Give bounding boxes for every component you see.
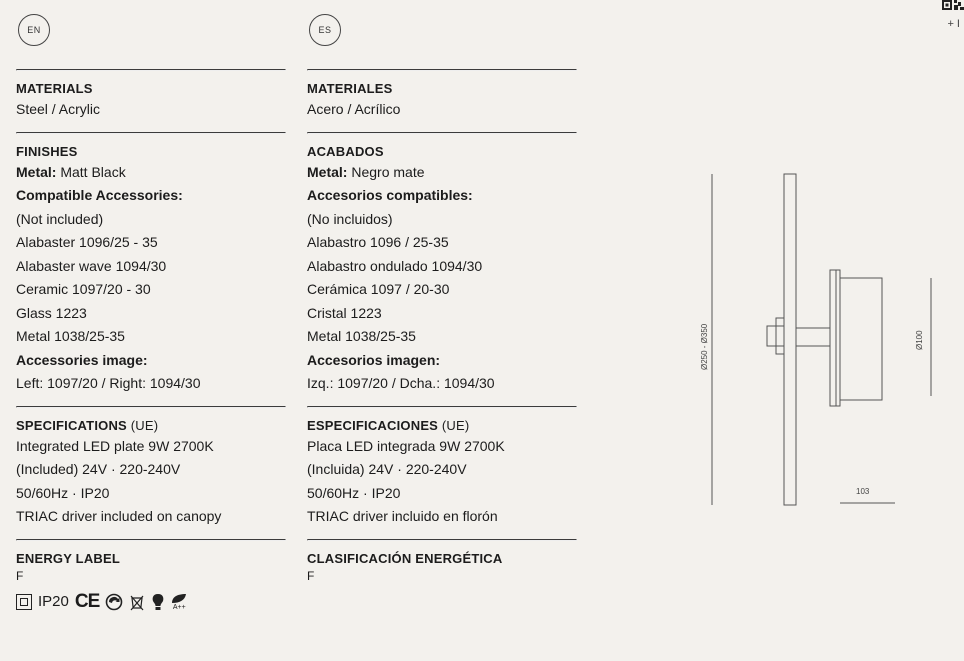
rear-mount-flange	[776, 318, 784, 354]
materials-section	[16, 69, 286, 122]
canopy-back	[830, 270, 840, 406]
accessory-line: Glass 1223	[16, 304, 87, 321]
height-dimension-label: Ø250 - Ø350	[700, 323, 709, 370]
double-insulation-icon	[16, 594, 32, 610]
accesorio-line: Cristal 1223	[307, 304, 382, 321]
divider	[307, 69, 577, 71]
especificaciones-title: ESPECIFICACIONES	[307, 417, 439, 433]
accessory-line: Ceramic 1097/20 - 30	[16, 281, 151, 297]
accesorios-imagen-value: Izq.: 1097/20 / Dcha.: 1094/30	[307, 375, 495, 391]
spec-line: TRIAC driver included on canopy	[16, 508, 222, 524]
spec-line: Integrated LED plate 9W 2700K	[16, 437, 214, 454]
ip-rating: IP20	[38, 593, 69, 610]
energy-class-icon	[171, 593, 187, 611]
accesorio-line: Metal 1038/25-35	[307, 328, 416, 344]
accesorios-heading: Accesorios compatibles:	[307, 187, 473, 203]
specifications-heading	[16, 418, 286, 433]
lamp-arm	[796, 328, 830, 346]
divider	[307, 406, 577, 408]
divider	[307, 539, 577, 541]
ce-mark-icon: CE	[74, 590, 100, 612]
materiales-value: Acero / Acrílico	[307, 101, 401, 117]
materiales-section	[307, 69, 577, 122]
especificaciones-suffix: (UE)	[441, 417, 470, 433]
materials-heading: MATERIALS	[16, 81, 93, 96]
language-badge-en: EN	[18, 14, 50, 46]
spec-line: Placa LED integrada 9W 2700K	[307, 437, 505, 454]
accesorio-line: Cerámica 1097 / 20-30	[307, 281, 450, 297]
divider	[16, 69, 286, 71]
weee-bin-icon	[129, 593, 145, 611]
spec-line: (Included) 24V · 220-240V	[16, 461, 181, 477]
divider	[16, 539, 286, 541]
accessories-heading: Compatible Accessories:	[16, 187, 183, 203]
accesorio-line: Alabastro ondulado 1094/30	[307, 257, 483, 274]
acabados-heading: ACABADOS	[307, 143, 384, 159]
finishes-section	[16, 132, 286, 396]
accessories-image-value: Left: 1097/20 / Right: 1094/30	[16, 375, 201, 391]
accessory-line: (Not included)	[16, 210, 104, 227]
leaf-icon	[171, 593, 187, 604]
depth-dimension-label: 103	[856, 487, 870, 496]
divider	[307, 132, 577, 134]
finish-metal-value: Matt Black	[60, 163, 126, 180]
materials-value: Steel / Acrylic	[16, 101, 101, 117]
spec-line: (Incluida) 24V · 220-240V	[307, 461, 467, 477]
acabado-metal	[307, 161, 577, 185]
lamp-plate	[784, 174, 796, 505]
accessories-image-heading: Accessories image:	[16, 351, 148, 368]
energy-value: F	[16, 568, 24, 583]
bulb-icon	[151, 593, 165, 611]
energy-section	[16, 539, 286, 613]
spec-line: 50/60Hz · IP20	[307, 484, 401, 501]
clasificacion-heading: CLASIFICACIÓN ENERGÉTICA	[307, 550, 503, 566]
accesorio-line: Alabastro 1096 / 25-35	[307, 234, 449, 250]
spec-line: TRIAC driver incluido en florón	[307, 508, 498, 524]
divider	[16, 132, 286, 134]
language-badge-es: ES	[309, 14, 341, 46]
accesorio-line: (No incluidos)	[307, 210, 393, 227]
clasificacion-section	[307, 539, 577, 585]
canopy-body	[840, 278, 882, 400]
spec-line: 50/60Hz · IP20	[16, 484, 110, 501]
especificaciones-heading	[307, 418, 577, 433]
finishes-heading: FINISHES	[16, 143, 78, 159]
specifications-section	[16, 406, 286, 529]
energy-class-label: A++	[172, 603, 186, 611]
green-dot-icon	[105, 593, 123, 611]
spanish-column	[307, 14, 577, 585]
diameter-dimension-label: Ø100	[915, 330, 924, 350]
materiales-heading: MATERIALES	[307, 81, 393, 96]
accesorios-imagen-heading: Accesorios imagen:	[307, 351, 441, 368]
finish-metal	[16, 161, 286, 185]
accessory-line: Metal 1038/25-35	[16, 328, 125, 344]
specifications-title: SPECIFICATIONS	[16, 417, 127, 433]
specifications-suffix: (UE)	[130, 417, 159, 433]
divider	[16, 406, 286, 408]
technical-drawing	[690, 160, 950, 520]
more-info-link[interactable]: + I	[947, 18, 960, 30]
accessory-line: Alabaster wave 1094/30	[16, 257, 167, 274]
english-column	[16, 14, 286, 613]
certification-icons	[16, 591, 286, 613]
energy-heading: ENERGY LABEL	[16, 550, 121, 566]
accessory-line: Alabaster 1096/25 - 35	[16, 234, 158, 250]
acabado-metal-label: Metal:	[307, 163, 348, 180]
especificaciones-section	[307, 406, 577, 529]
acabados-section	[307, 132, 577, 396]
finish-metal-label: Metal:	[16, 163, 57, 180]
acabado-metal-value: Negro mate	[351, 163, 425, 180]
clasificacion-value: F	[307, 568, 315, 583]
qr-code-icon	[942, 0, 964, 10]
